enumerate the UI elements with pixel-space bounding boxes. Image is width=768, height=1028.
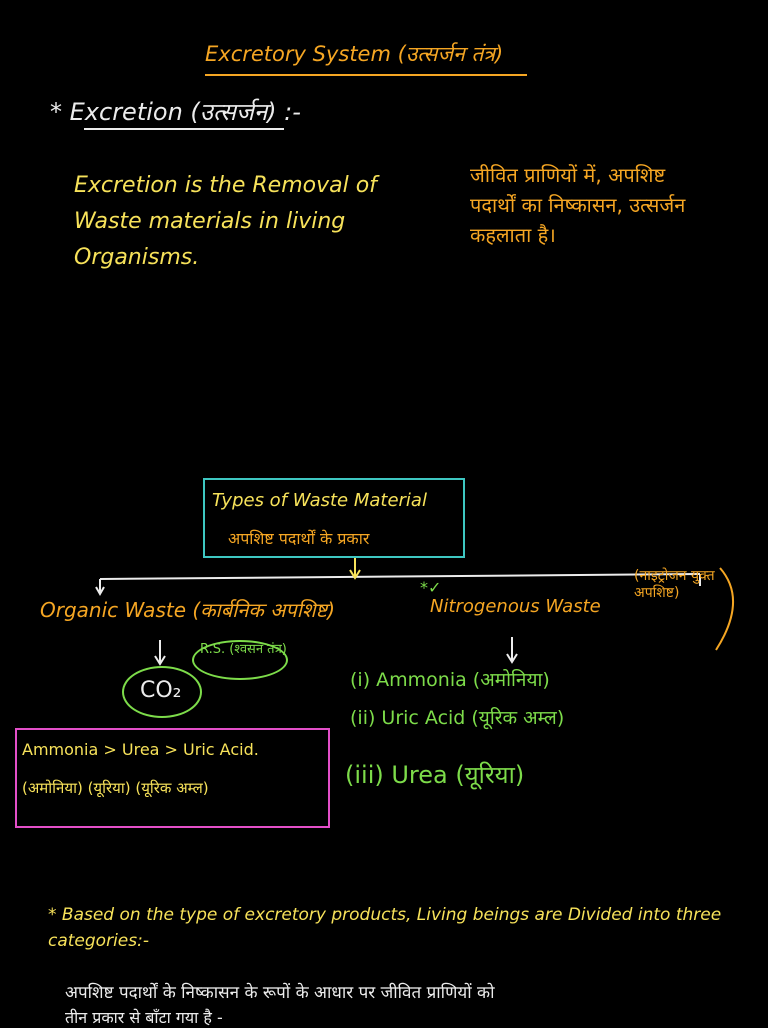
comparison-hindi: (अमोनिया) (यूरिया) (यूरिक अम्ल) bbox=[22, 779, 209, 797]
page-title: Excretory System (उत्सर्जन तंत्र) bbox=[205, 42, 504, 66]
bottom-note-english: * Based on the type of excretory products, Living beings are Divided into three categories:- bbox=[48, 905, 722, 951]
organic-waste-label: Organic Waste (कार्बनिक अपशिष्ट) bbox=[40, 598, 336, 622]
nitrogenous-waste-hindi: (नाइट्रोजन युक्त अपशिष्ट) bbox=[634, 568, 715, 601]
bottom-note-hindi-line2: तीन प्रकार से बाँटा गया है - bbox=[65, 1008, 223, 1027]
section-heading: * Excretion (उत्सर्जन) :- bbox=[50, 98, 301, 126]
branch-line bbox=[100, 574, 700, 579]
types-box-hindi: अपशिष्ट पदार्थों के प्रकार bbox=[228, 529, 370, 548]
nitro-item-urea: (iii) Urea (यूरिया) bbox=[345, 761, 525, 789]
nitro-item-ammonia: (i) Ammonia (अमोनिया) bbox=[350, 669, 550, 691]
bottom-note-hindi-line1: अपशिष्ट पदार्थों के निष्कासन के रूपों के आधार पर जीवित प्राणियों को bbox=[65, 983, 495, 1003]
rs-note: R.S. (श्वसन तंत्र) bbox=[200, 642, 287, 657]
comparison-english: Ammonia > Urea > Uric Acid. bbox=[22, 740, 259, 759]
important-tick: *✓ bbox=[420, 578, 442, 597]
co2-label: CO₂ bbox=[140, 678, 182, 703]
definition-english: Excretion is the Removal of Waste materials in living Organisms. bbox=[74, 173, 377, 270]
nitrogenous-waste-label: Nitrogenous Waste bbox=[430, 596, 601, 617]
nitro-item-uric-acid: (ii) Uric Acid (यूरिक अम्ल) bbox=[350, 707, 565, 729]
definition-hindi: जीवित प्राणियों में, अपशिष्ट पदार्थों का निष्कासन, उत्सर्जन कहलाता है। bbox=[470, 163, 686, 247]
types-box-english: Types of Waste Material bbox=[212, 490, 427, 511]
